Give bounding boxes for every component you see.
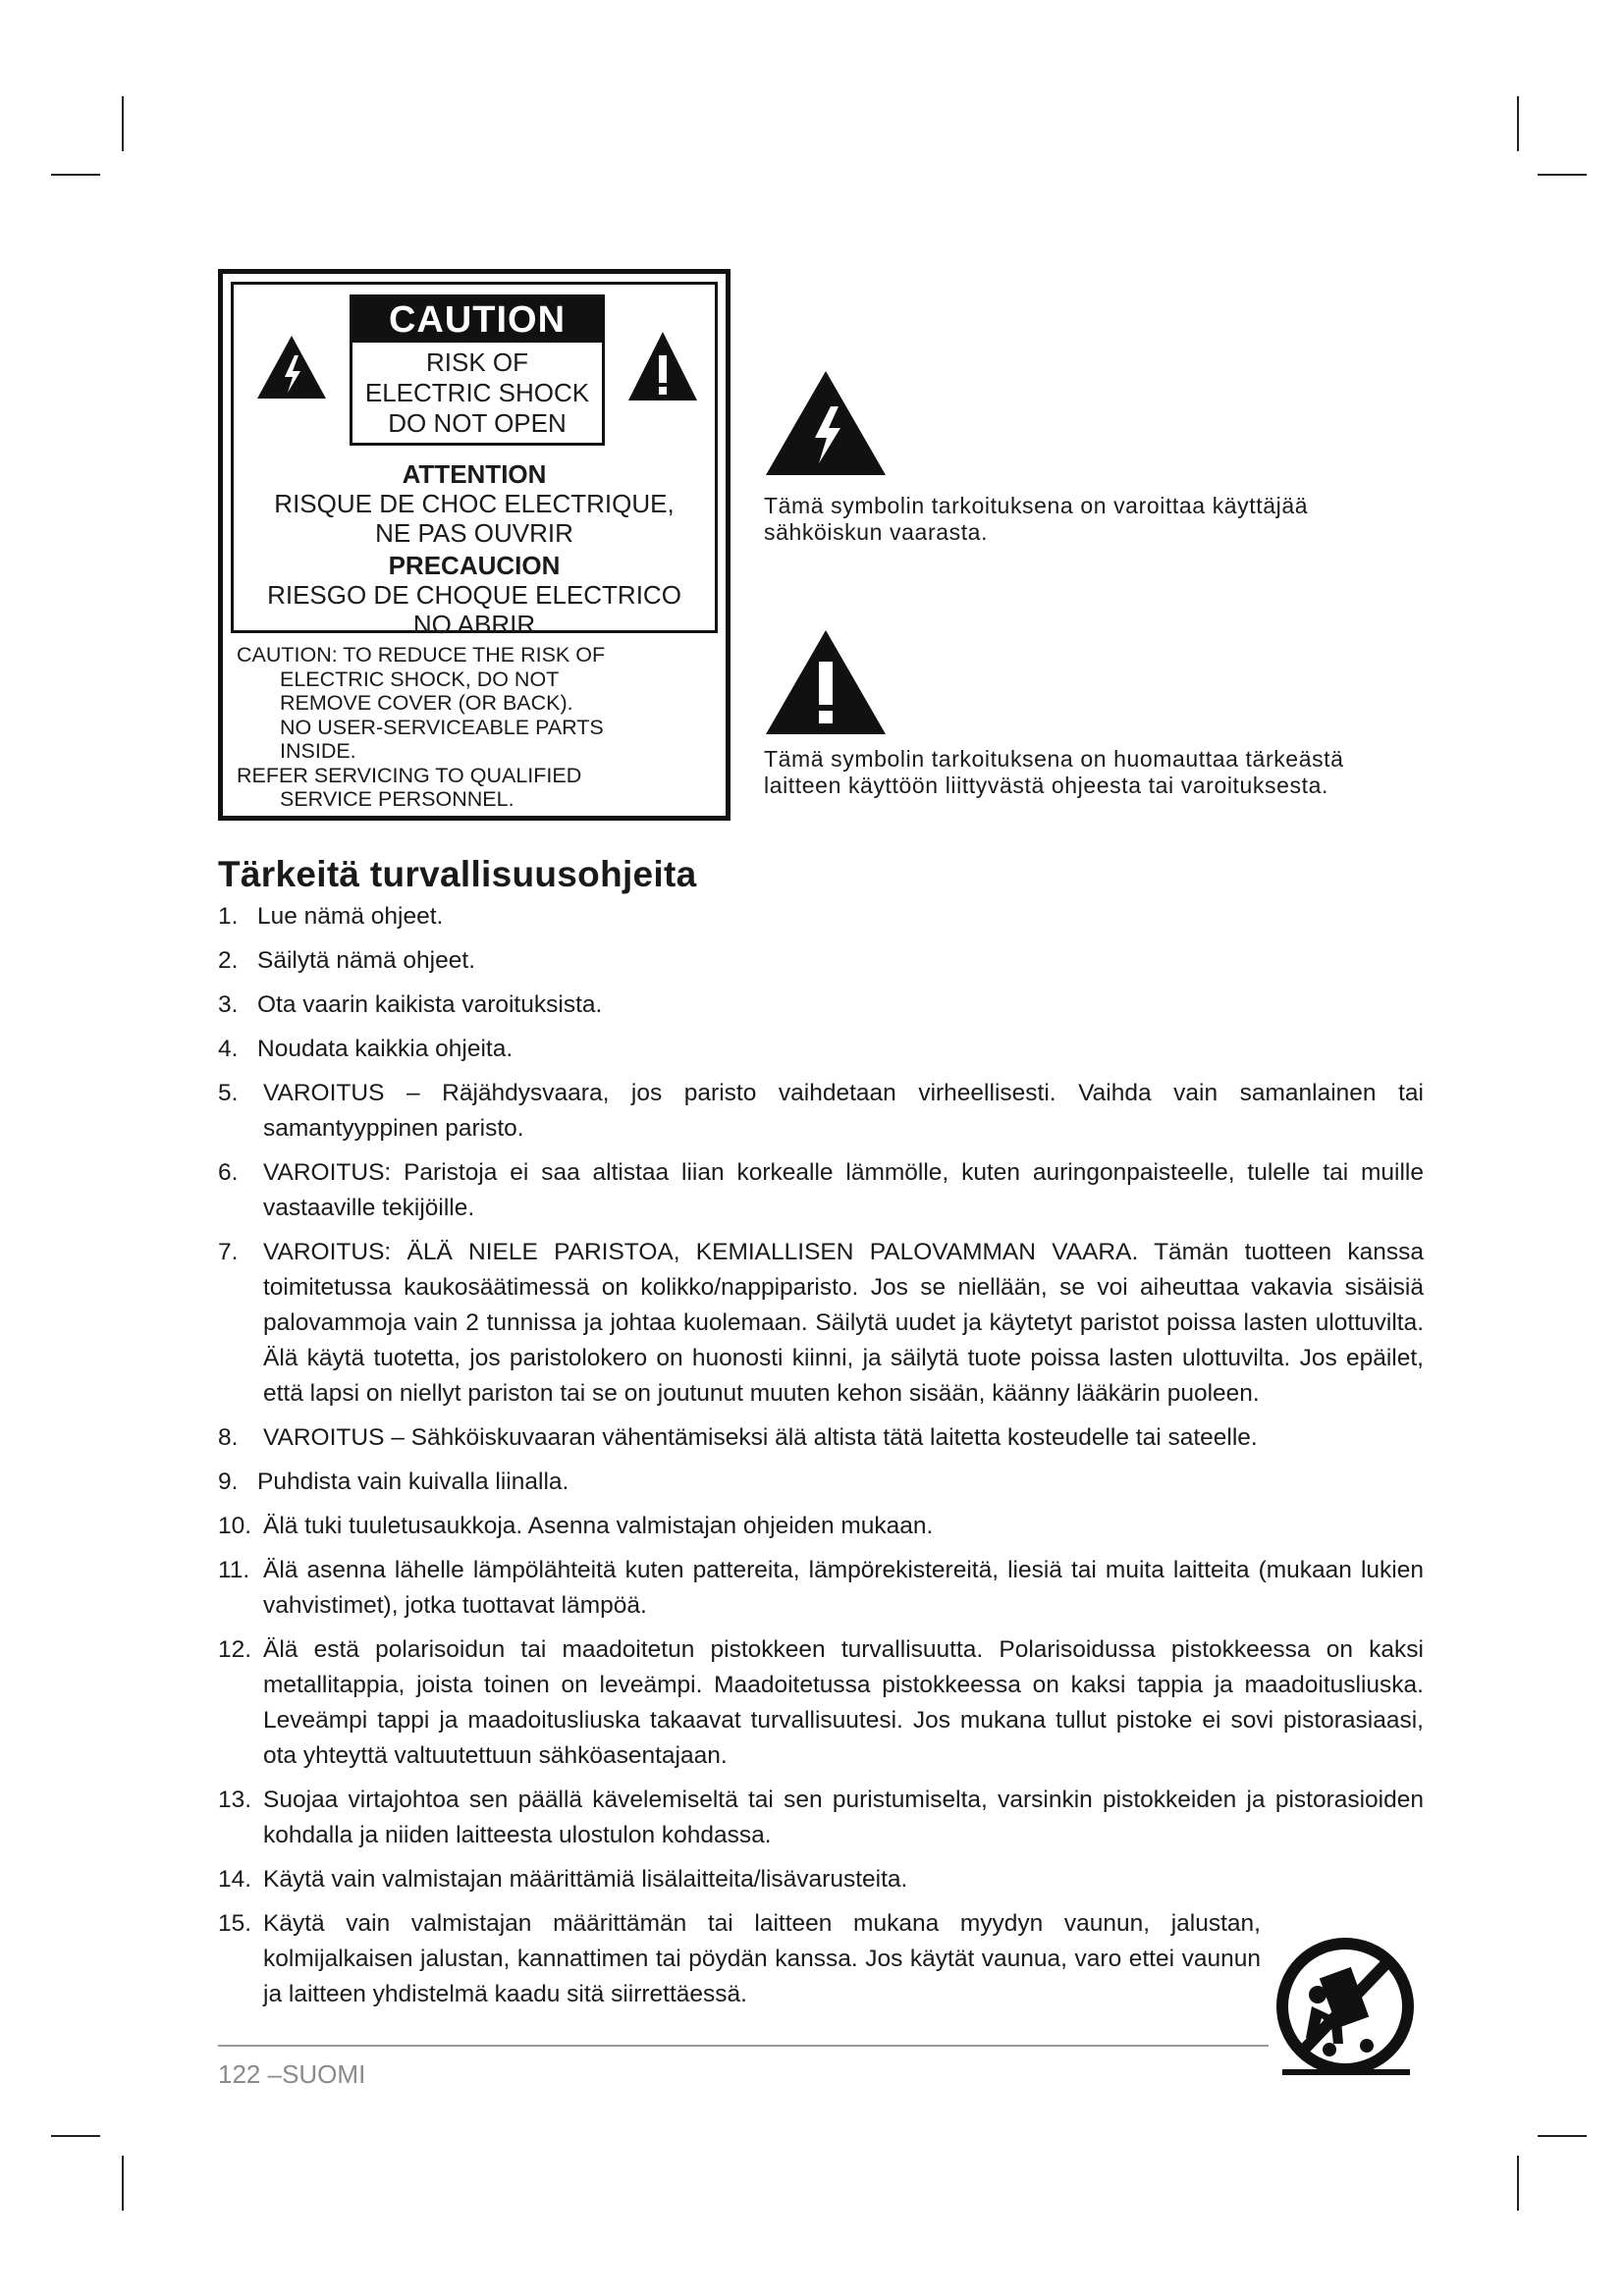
crop-mark bbox=[1517, 2156, 1519, 2211]
lightning-warning-icon bbox=[255, 334, 328, 400]
item-number: 4. bbox=[218, 1036, 239, 1062]
caution-label-upper bbox=[231, 282, 718, 639]
crop-mark bbox=[51, 174, 100, 176]
list-item bbox=[218, 1509, 1424, 1544]
item-number: 1. bbox=[218, 903, 239, 930]
item-text: Lue nämä ohjeet. bbox=[257, 903, 444, 930]
item-text: Suojaa virtajohtoa sen päällä kävelemiseltä tai sen puristumiselta, varsinkin pistokkeiden ja pistorasioiden kohdalla ja niiden laitteesta ulostulon kohdassa. bbox=[263, 1787, 1424, 1848]
item-text: Älä asenna lähelle lämpölähteitä kuten pattereita, lämpörekistereitä, liesiä tai muita laitteita (mukaan lukien vahvistimet), jotka tuottavat lämpöä. bbox=[263, 1557, 1424, 1619]
lightning-symbol-icon bbox=[764, 369, 888, 477]
attention-line: RISQUE DE CHOC ELECTRIQUE, bbox=[274, 489, 675, 518]
attention-line: NE PAS OUVRIR bbox=[375, 518, 573, 548]
item-number: 5. bbox=[218, 1080, 239, 1106]
crop-mark bbox=[1517, 96, 1519, 151]
item-number: 14. bbox=[218, 1866, 252, 1893]
list-item bbox=[218, 1076, 1424, 1147]
caution-label-lower bbox=[237, 643, 720, 812]
exclamation-symbol-icon bbox=[764, 628, 888, 736]
symbol-text-line: sähköiskun vaarasta. bbox=[764, 519, 989, 545]
caution-lower-line: CAUTION: TO REDUCE THE RISK OF bbox=[237, 643, 606, 667]
crop-mark bbox=[1538, 174, 1587, 176]
risk-line: DO NOT OPEN bbox=[388, 408, 567, 438]
symbol-text-line: laitteen käyttöön liittyvästä ohjeesta tai varoituksesta. bbox=[764, 773, 1328, 798]
caution-lower-line: REFER SERVICING TO QUALIFIED bbox=[237, 763, 582, 787]
list-item bbox=[218, 1553, 1424, 1624]
risk-line: RISK OF bbox=[425, 347, 528, 377]
caution-lower-line: SERVICE PERSONNEL. bbox=[280, 787, 514, 811]
item-number: 13. bbox=[218, 1787, 252, 1813]
page-footer: 122 –SUOMI bbox=[218, 2059, 366, 2089]
list-item bbox=[218, 988, 1424, 1023]
item-number: 2. bbox=[218, 947, 239, 974]
cart-tipover-warning-icon bbox=[1272, 1936, 1418, 2083]
item-text: Säilytä nämä ohjeet. bbox=[257, 947, 475, 974]
caution-lower-line: NO USER-SERVICEABLE PARTS bbox=[280, 715, 604, 739]
item-text: VAROITUS – Räjähdysvaara, jos paristo vaihdetaan virheellisesti. Vaihda vain samanlainen tai samantyyppinen paristo. bbox=[263, 1080, 1424, 1142]
caution-title-block bbox=[350, 294, 605, 446]
item-text: Älä estä polarisoidun tai maadoitetun pistokkeen turvallisuutta. Polarisoidussa pistokkeessa on kaksi metallitappia, joista toinen on leveämpi. Maadoitetussa pistokkeessa on kaksi tappia ja maadoitusliuska. Leveämpi tappi ja maadoitusliuska takaavat turvallisuutesi. Jos mukana tullut pistoke ei sovi pistorasiaasi, ota yhteyttä valtuutettuun sähköasentajaan. bbox=[263, 1636, 1424, 1769]
item-text: Ota vaarin kaikista varoituksista. bbox=[257, 991, 603, 1018]
precaucion-line: NO ABRIR bbox=[412, 610, 536, 639]
footer-rule bbox=[218, 2045, 1269, 2047]
item-number: 11. bbox=[218, 1557, 250, 1583]
exclamation-warning-icon bbox=[626, 330, 699, 402]
caution-lower-line: INSIDE. bbox=[280, 739, 356, 763]
item-text: Käytä vain valmistajan määrittämän tai laitteen mukana myydyn vaunun, jalustan, kolmijalkaisen jalustan, kannattimen tai pöydän kanssa. Jos käytät vaunua, varo ettei vaunun ja laitteen yhdistelmä kaadu sitä siirrettäessä. bbox=[263, 1910, 1261, 2007]
item-number: 7. bbox=[218, 1239, 239, 1265]
list-item bbox=[218, 1783, 1424, 1853]
exclamation-symbol-text bbox=[764, 746, 1432, 799]
item-text: Älä tuki tuuletusaukkoja. Asenna valmistajan ohjeiden mukaan. bbox=[263, 1513, 934, 1539]
precaucion-line: RIESGO DE CHOQUE ELECTRICO bbox=[267, 580, 681, 610]
lightning-symbol-text bbox=[764, 493, 1432, 546]
list-item bbox=[218, 899, 1424, 934]
attention-heading: ATTENTION bbox=[402, 459, 547, 489]
item-text: VAROITUS: ÄLÄ NIELE PARISTOA, KEMIALLISEN PALOVAMMAN VAARA. Tämän tuotteen kanssa toimitetussa kaukosäätimessä on kolikko/nappiparisto. Jos se niellään, se voi aiheuttaa vakavia sisäisiä palovammoja vain 2 tunnissa ja johtaa kuolemaan. Säilytä uudet ja käytetyt paristot poissa lasten ulottuvilta. Älä käytä tuotetta, jos paristolokero on huonosti kiinni, ja säilytä tuote poissa lasten ulottuvilta. Jos epäilet, että lapsi on niellyt pariston tai se on joutunut muuten kehon sisään, käänny lääkärin puoleen. bbox=[263, 1239, 1424, 1407]
item-number: 15. bbox=[218, 1910, 252, 1937]
list-item bbox=[218, 1420, 1424, 1456]
list-item bbox=[218, 1632, 1424, 1774]
item-number: 10. bbox=[218, 1513, 252, 1539]
caution-lower-line: ELECTRIC SHOCK, DO NOT bbox=[280, 667, 560, 691]
list-item bbox=[218, 1465, 1424, 1500]
crop-mark bbox=[122, 2156, 124, 2211]
instruction-list bbox=[218, 899, 1424, 2021]
symbol-text-line: Tämä symbolin tarkoituksena on varoittaa käyttäjää bbox=[764, 493, 1309, 518]
caution-lower-line: REMOVE COVER (OR BACK). bbox=[280, 691, 573, 715]
item-text: Puhdista vain kuivalla liinalla. bbox=[257, 1468, 569, 1495]
caution-label bbox=[218, 269, 731, 821]
list-item bbox=[218, 1032, 1424, 1067]
crop-mark bbox=[122, 96, 124, 151]
item-text: VAROITUS: Paristoja ei saa altistaa liian korkealle lämmölle, kuten auringonpaisteelle, tulelle tai muille vastaaville tekijöille. bbox=[263, 1159, 1424, 1221]
list-item bbox=[218, 1235, 1424, 1412]
list-item bbox=[218, 1155, 1424, 1226]
list-item bbox=[218, 1906, 1261, 2012]
list-item bbox=[218, 943, 1424, 979]
item-number: 6. bbox=[218, 1159, 239, 1186]
symbol-text-line: Tämä symbolin tarkoituksena on huomauttaa tärkeästä bbox=[764, 746, 1344, 772]
item-number: 8. bbox=[218, 1424, 239, 1451]
precaucion-heading: PRECAUCION bbox=[388, 551, 561, 580]
section-title: Tärkeitä turvallisuusohjeita bbox=[218, 854, 697, 894]
caution-heading: CAUTION bbox=[352, 297, 602, 343]
item-number: 3. bbox=[218, 991, 239, 1018]
crop-mark bbox=[1538, 2135, 1587, 2137]
item-text: Noudata kaikkia ohjeita. bbox=[257, 1036, 514, 1062]
item-text: VAROITUS – Sähköiskuvaaran vähentämiseksi älä altista tätä laitetta kosteudelle tai sateelle. bbox=[263, 1424, 1258, 1451]
list-item bbox=[218, 1862, 1424, 1897]
crop-mark bbox=[51, 2135, 100, 2137]
item-text: Käytä vain valmistajan määrittämiä lisälaitteita/lisävarusteita. bbox=[263, 1866, 908, 1893]
item-number: 9. bbox=[218, 1468, 239, 1495]
risk-line: ELECTRIC SHOCK bbox=[364, 378, 590, 407]
item-number: 12. bbox=[218, 1636, 252, 1663]
multilingual-warning bbox=[234, 459, 715, 639]
